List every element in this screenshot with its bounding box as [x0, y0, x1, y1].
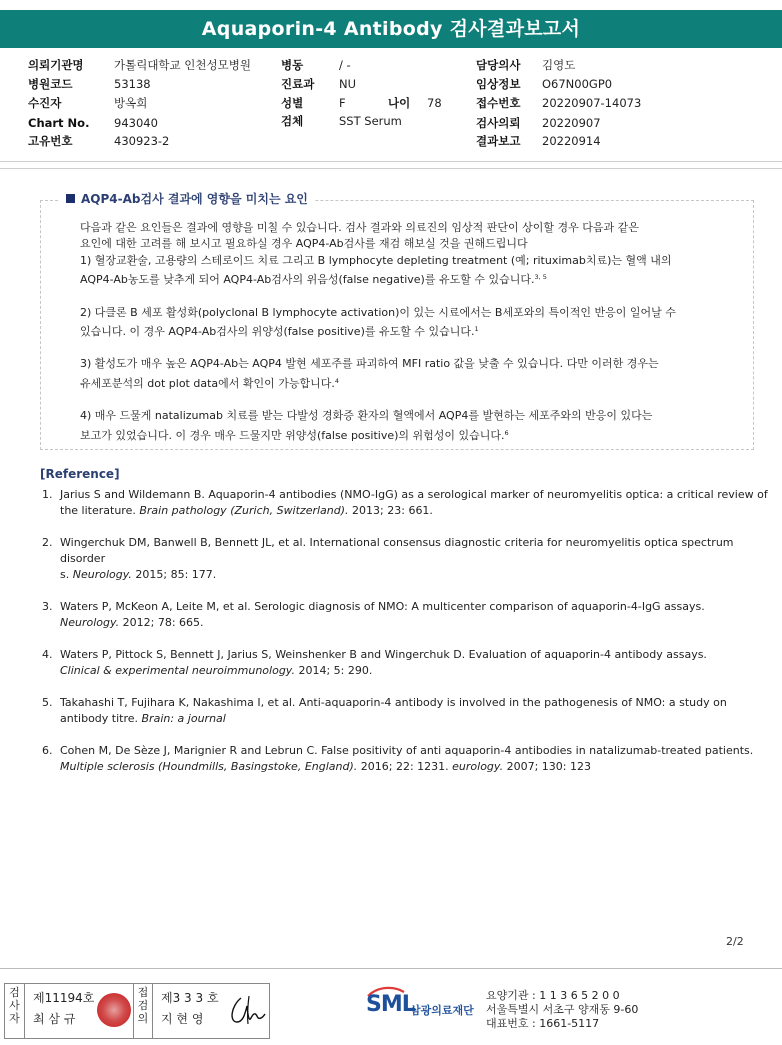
sex-value: F	[339, 96, 346, 110]
inspector-label: 검 사 자	[5, 984, 25, 1038]
chart-label: Chart No.	[28, 116, 90, 130]
reference-list	[40, 487, 774, 791]
ward-value: / -	[339, 58, 351, 72]
unique-label: 고유번호	[28, 134, 73, 148]
chart-value: 943040	[114, 116, 158, 130]
lab-phone: 대표번호 : 1661-5117	[486, 1017, 600, 1030]
factor-2-line-2: 있습니다. 이 경우 AQP4-Ab검사의 위양성(false positive)를 유도할 수 있습니다.$^1$	[80, 325, 479, 339]
factor-4-citation: 6	[504, 428, 509, 437]
factor-3-citation: 4	[334, 376, 340, 385]
receipt-label: 접수번호	[476, 96, 521, 110]
reviewer-name: 지 현 영	[161, 1012, 204, 1026]
factors-intro-line-2: 요인에 대한 고려를 해 보시고 필요하실 경우 AQP4-Ab검사를 재검 해보실 것을 권해드립니다	[80, 237, 528, 251]
doctor-value: 김영도	[542, 58, 576, 72]
age-value: 78	[427, 96, 442, 110]
factor-1-citation: 3, 5	[534, 273, 547, 282]
factor-4-line-2: 보고가 있었습니다. 이 경우 매우 드물지만 위양성(false positive)의 위험성이 있습니다.$^6$	[80, 428, 509, 442]
factor-4-line-1: 4) 매우 드물게 natalizumab 치료를 받는 다발성 경화증 환자의 혈액에서 AQP4를 발현하는 세포주와의 반응이 있다는	[80, 409, 653, 423]
reference-item: 4. Waters P, Pittock S, Bennett J, Jarius S, Weinshenker B and Wingerchuk D. Evaluation of aquaporin-4 antibody assays. Clinical & experimental neuroimmunology. 2014; 5: 290.	[42, 648, 707, 677]
institution-label: 의뢰기관명	[28, 58, 84, 72]
factors-text	[80, 220, 732, 444]
institution-value: 가톨릭대학교 인천성모병원	[114, 58, 251, 72]
factor-2-citation: 1	[474, 325, 479, 334]
factors-heading: AQP4-Ab검사 결과에 영향을 미치는 요인	[60, 190, 314, 207]
lab-address: 서울특별시 서초구 양재동 9-60	[486, 1003, 639, 1016]
divider-top	[0, 161, 782, 162]
unique-value: 430923-2	[114, 134, 170, 148]
reference-item: 5. Takahashi T, Fujihara K, Nakashima I, et al. Anti-aquaporin-4 antibody is involved in the pathogenesis of NMO: a study on antibody titre. Brain: a journal	[42, 696, 727, 725]
inspector-name: 최 삼 규	[33, 1012, 76, 1026]
request-value: 20220907	[542, 116, 601, 130]
sex-label: 성별	[281, 96, 304, 110]
age-label: 나이	[388, 96, 411, 110]
inspector-number: 제11194호	[33, 991, 95, 1005]
page-number: 2/2	[726, 935, 744, 948]
footer-divider	[0, 968, 782, 969]
doctor-label: 담당의사	[476, 58, 521, 72]
patient-info	[28, 56, 768, 152]
receipt-value: 20220907-14073	[542, 96, 642, 110]
patient-value: 방옥희	[114, 96, 148, 110]
report-value: 20220914	[542, 134, 601, 148]
factor-3-line-2: 유세포분석의 dot plot data에서 확인이 가능합니다.$^4$	[80, 376, 340, 390]
hospital-code-value: 53138	[114, 77, 151, 91]
hospital-code-label: 병원코드	[28, 77, 73, 91]
reviewer-number: 제3 3 3 호	[161, 991, 219, 1005]
signature-box	[4, 983, 270, 1039]
factor-3-line-1: 3) 활성도가 매우 높은 AQP4-Ab는 AQP4 발현 세포주를 파괴하여 MFI ratio 값을 낮출 수 있습니다. 다만 이러한 경우는	[80, 357, 659, 371]
factor-2-line-1: 2) 다클론 B 세포 활성화(polyclonal B lymphocyte activation)이 있는 시료에서는 B세포와의 특이적인 반응이 일어날 수	[80, 305, 676, 319]
ward-label: 병동	[281, 58, 304, 72]
specimen-label: 검체	[281, 114, 304, 128]
clinical-label: 임상정보	[476, 77, 521, 91]
sml-logo: SML 삼광의료재단	[366, 986, 486, 1030]
official-seal-icon	[97, 993, 131, 1027]
reference-item: 3. Waters P, McKeon A, Leite M, et al. Serologic diagnosis of NMO: A multicenter comparison of aquaporin-4-IgG assays. Neurology. 2012; 78: 665.	[42, 600, 705, 629]
report-title: Aquaporin-4 Antibody 검사결과보고서	[0, 10, 782, 48]
dept-value: NU	[339, 77, 357, 91]
signature-icon	[227, 992, 267, 1030]
reference-heading: [Reference]	[40, 467, 120, 481]
divider-bottom	[0, 168, 782, 169]
reviewer-label: 접 검 의	[133, 984, 153, 1038]
report-label: 결과보고	[476, 134, 521, 148]
factors-intro-line-1: 다음과 같은 요인들은 결과에 영향을 미칠 수 있습니다. 검사 결과와 의료진의 임상적 판단이 상이할 경우 다음과 같은	[80, 221, 639, 234]
patient-label: 수진자	[28, 96, 62, 110]
reference-item: 6. Cohen M, De Sèze J, Marignier R and Lebrun C. False positivity of anti aquaporin-4 antibodies in natalizumab-treated patients. Multiple sclerosis (Houndmills, Basingstoke, England). 2016; 22: 1231. eurology. 2007; 130: 123	[42, 744, 754, 773]
factor-1-line-1: 1) 혈장교환술, 고용량의 스테로이드 치료 그리고 B lymphocyte depleting treatment (예; rituximab치료)는 혈액 내의	[80, 253, 672, 267]
dept-label: 진료과	[281, 77, 315, 91]
reference-item: 2. Wingerchuk DM, Banwell B, Bennett JL, et al. International consensus diagnostic criteria for neuromyelitis optica spectrum disorder s. Neurology. 2015; 85: 177.	[42, 536, 734, 581]
request-label: 검사의뢰	[476, 116, 521, 130]
reference-item: 1. Jarius S and Wildemann B. Aquaporin-4 antibodies (NMO-IgG) as a serological marker of neuromyelitis optica: a critical review of the literature. Brain pathology (Zurich, Switzerland). 2013; 23: 661.	[42, 488, 768, 517]
lab-info	[486, 989, 638, 1031]
clinical-value: O67N00GP0	[542, 77, 613, 91]
square-bullet-icon	[66, 194, 75, 203]
lab-code: 요양기관 : 1 1 3 6 5 2 0 0	[486, 989, 620, 1002]
specimen-value: SST Serum	[339, 114, 402, 128]
factor-1-line-2: AQP4-Ab농도를 낮추게 되어 AQP4-Ab검사의 위음성(false negative)를 유도할 수 있습니다.$^{3, 5}$	[80, 273, 547, 287]
